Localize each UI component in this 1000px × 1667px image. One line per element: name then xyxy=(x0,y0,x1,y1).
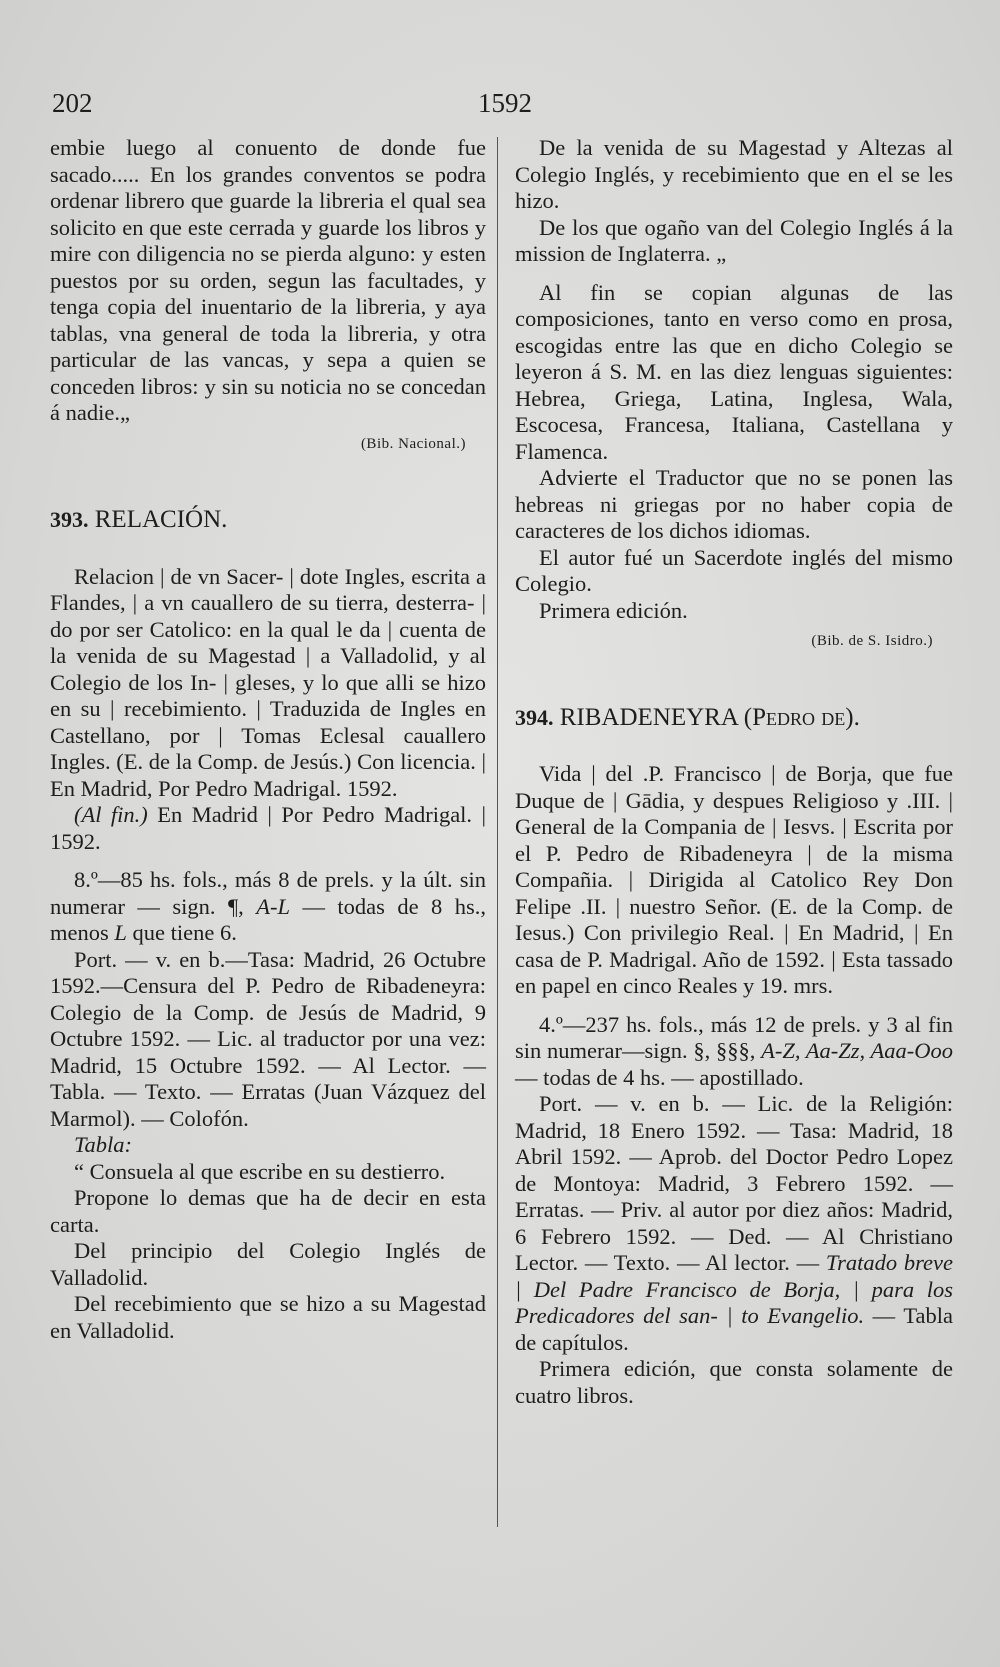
paragraph: Primera edición. xyxy=(539,597,688,623)
contents-note: Port. — v. en b.—Tasa: Madrid, 26 Octubre 1592.—Censura del P. Pedro de Ribadeneyra: Colegio de la Comp. de Jesús de Madrid, 9 Octubre 1592. — Lic. al traductor por una vez: Madrid, 15 Octubre 1592. — Al Lector. — Tabla. — Texto. — Erratas (Juan Vázquez del Marmol). — Colofón. xyxy=(50,946,486,1131)
table-entry: De la venida de su Magestad y Altezas al Colegio Inglés, y recebimiento que en el se les hizo. xyxy=(515,135,953,213)
table-entry: Del recebimiento que se hizo a su Magestad en Valladolid. xyxy=(50,1291,486,1343)
collation: 8.º—85 hs. fols., más 8 de prels. y la últ. sin numerar — sign. ¶, A-L — todas de 8 hs., menos L que tiene 6. xyxy=(50,867,486,945)
collation: 4.º—237 hs. fols., más 12 de prels. y 3 al fin sin numerar—sign. §, §§§, A-Z, Aa-Zz, Aaa-Ooo — todas de 4 hs. — apostillado. xyxy=(515,1011,953,1090)
table-entry: Del principio del Colegio Inglés de Valladolid. xyxy=(50,1238,486,1290)
paragraph: Advierte el Traductor que no se ponen las hebreas ni griegas por no haber copia de caracteres de los dichos idiomas. xyxy=(515,465,953,543)
source-note: (Bib. Nacional.) xyxy=(360,435,466,452)
paragraph: El autor fué un Sacerdote inglés del mismo Colegio. xyxy=(515,544,953,596)
entry-heading xyxy=(50,507,486,534)
running-year: 1592 xyxy=(478,88,532,118)
paragraph: Al fin se copian algunas de las composiciones, tanto en verso como en prosa, escogidas entre las que en dicho Colegio se leyeron á S. M. en las diez lenguas siguientes: Hebrea, Griega, Latina, Inglesa, Wala, Escocesa, Francesa, Italiana, Castellana y Flamenca. xyxy=(515,279,953,464)
bibliographic-title: Relacion | de vn Sacer- | dote Ingles, escrita a Flandes, | a vn cauallero de su tierra, desterra- | do por ser Catolico: en la qual le da | cuenta de la venida de su Magestad | a Valladolid, y al Colegio de los In- | gleses, y lo que alli se hizo en su | recebimiento. | Traduzida de Ingles en Castellano, por | Tomas Eclesal cauallero Ingles. (E. de la Comp. de Jesús.) Con licencia. | En Madrid, Por Pedro Madrigal. 1592. xyxy=(50,563,486,801)
paragraph: embie luego al conuento de donde fue sacado..... En los grandes conventos se podra ordenar librero que guarde la libreria el qual sea solicito en que este cerrada y guarde los libros y mire con diligencia no se pierda alguno: y esten puestos por su orden, segun las facultades, y tenga copia del inuentario de la libreria, y aya tablas, vna general de toda la libreria, y otra particular de las vancas, y sepa a quien se conceden libros: y sin su noticia no se concedan á nadie.„ xyxy=(50,135,486,425)
table-entry: “ Consuela al que escribe en su destierro. xyxy=(74,1158,446,1184)
contents-note: Port. — v. en b. — Lic. de la Religión: Madrid, 18 Enero 1592. — Tasa: Madrid, 18 Abril 1592. — Aprob. del Doctor Pedro Lopez de Montoya: Madrid, 3 Febrero 1592. — Erratas. — Priv. al autor por diez años: Madrid, 6 Febrero 1592. — Ded. — Al Christiano Lector. — Texto. — Al lector. — Tratado breve | Del Padre Francisco de Borja, | para los Predicadores del san- | to Evangelio. — Tabla de capítulos. xyxy=(515,1091,953,1355)
entry-title: RIBADENEYRA (Pedro de). xyxy=(559,703,860,731)
bibliographic-title: Vida | del .P. Francisco | de Borja, que fue Duque de | Gādia, y despues Religioso y .III. | General de la Compania de | Iesvs. | Escrita por el P. Pedro de Ribadeneyra | de la misma Compañia. | Dirigida al Catolico Rey Don Felipe .II. | nuestro Señor. (E. de la Comp. de Iesus.) Con privilegio Real. | En Madrid, | En casa de P. Madrigal. Año de 1592. | Esta tassado en papel en cinco Reales y 19. mrs. xyxy=(515,761,953,998)
page-header xyxy=(0,88,1000,128)
entry-heading xyxy=(515,705,953,732)
entry-number: 393. xyxy=(50,507,89,532)
source-note: (Bib. de S. Isidro.) xyxy=(811,633,933,649)
colophon: (Al fin.) En Madrid | Por Pedro Madrigal. | 1592. xyxy=(50,802,487,854)
paragraph: Primera edición, que consta solamente de cuatro libros. xyxy=(515,1356,953,1408)
left-column xyxy=(50,135,486,1344)
table-entry: Propone lo demas que ha de decir en esta carta. xyxy=(50,1185,486,1237)
table-heading: Tabla: xyxy=(74,1132,132,1157)
table-entry: De los que ogaño van del Colegio Inglés á la mission de Inglaterra. „ xyxy=(515,214,953,266)
column-divider xyxy=(497,137,498,1527)
right-column xyxy=(515,135,953,1409)
entry-number: 394. xyxy=(515,704,554,730)
page-number: 202 xyxy=(52,88,93,118)
entry-title: RELACIÓN. xyxy=(94,506,228,533)
